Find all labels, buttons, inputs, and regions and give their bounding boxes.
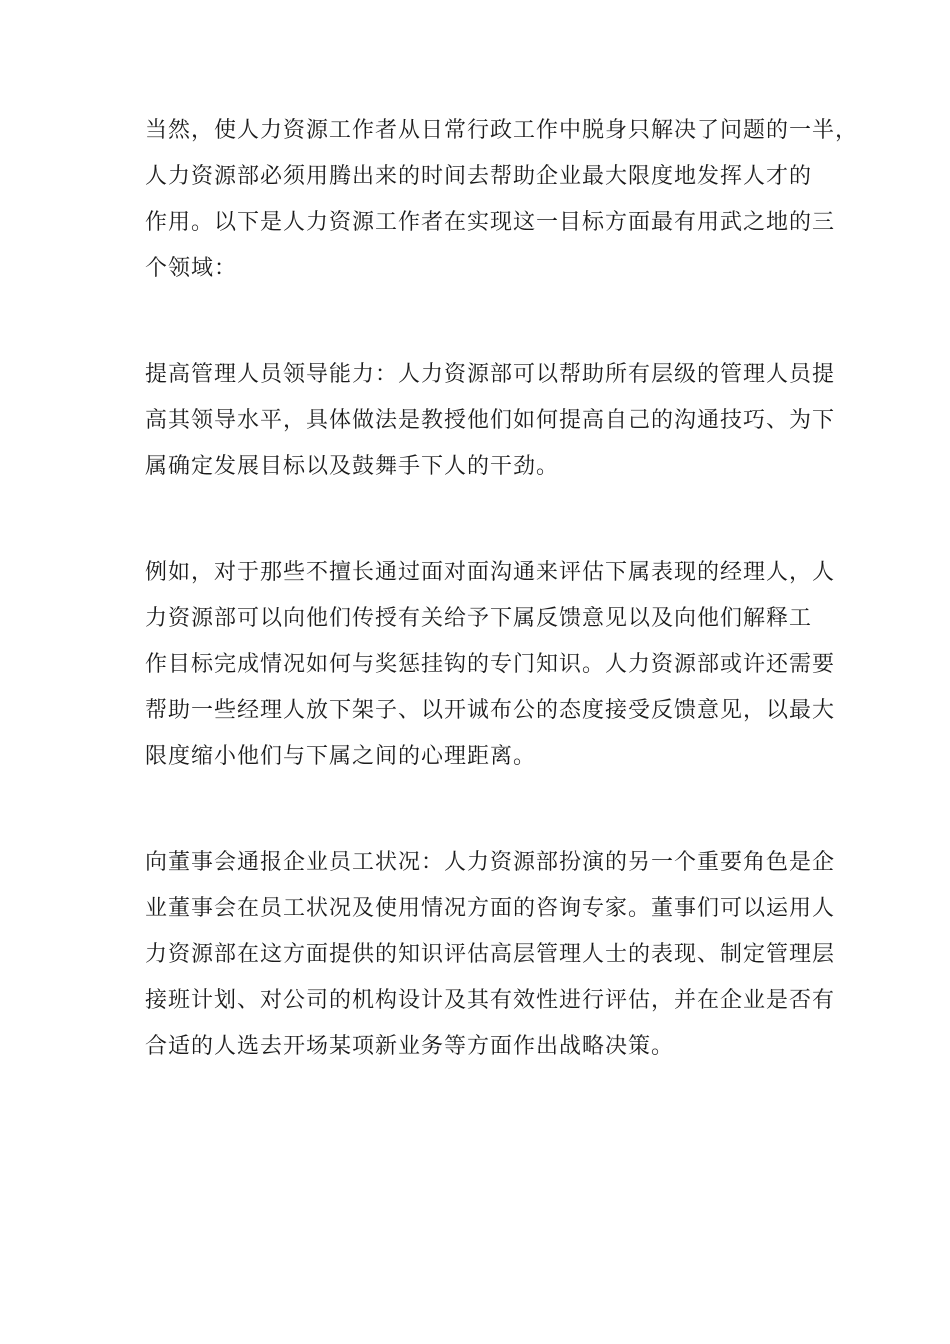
paragraph-leadership bbox=[145, 352, 836, 490]
text-line: 当然，使人力资源工作者从日常行政工作中脱身只解决了问题的一半， bbox=[145, 118, 859, 143]
text-line: 限度缩小他们与下属之间的心理距离。 bbox=[145, 744, 537, 769]
text-line: 合适的人选去开场某项新业务等方面作出战略决策。 bbox=[145, 1034, 675, 1059]
paragraph-board bbox=[145, 840, 836, 1070]
text-line: 高其领导水平，具体做法是教授他们如何提高自己的沟通技巧、为下 bbox=[145, 408, 836, 433]
text-line: 向董事会通报企业员工状况：人力资源部扮演的另一个重要角色是企 bbox=[145, 850, 836, 875]
text-line: 人力资源部必须用腾出来的时间去帮助企业最大限度地发挥人才的 bbox=[145, 164, 813, 189]
text-line: 力资源部在这方面提供的知识评估高层管理人士的表现、制定管理层 bbox=[145, 942, 836, 967]
text-line: 作目标完成情况如何与奖惩挂钩的专门知识。人力资源部或许还需要 bbox=[145, 652, 836, 677]
text-line: 帮助一些经理人放下架子、以开诚布公的态度接受反馈意见，以最大 bbox=[145, 698, 836, 723]
text-line: 提高管理人员领导能力：人力资源部可以帮助所有层级的管理人员提 bbox=[145, 362, 836, 387]
text-line: 业董事会在员工状况及使用情况方面的咨询专家。董事们可以运用人 bbox=[145, 896, 836, 921]
text-line: 例如，对于那些不擅长通过面对面沟通来评估下属表现的经理人，人 bbox=[145, 560, 836, 585]
document-body bbox=[145, 108, 859, 1070]
text-line: 作用。以下是人力资源工作者在实现这一目标方面最有用武之地的三 bbox=[145, 210, 836, 235]
text-line: 个领域： bbox=[145, 256, 238, 281]
text-line: 属确定发展目标以及鼓舞手下人的干劲。 bbox=[145, 454, 560, 479]
paragraph-intro bbox=[145, 108, 859, 292]
text-line: 接班计划、对公司的机构设计及其有效性进行评估，并在企业是否有 bbox=[145, 988, 836, 1013]
paragraph-example bbox=[145, 550, 836, 780]
text-line: 力资源部可以向他们传授有关给予下属反馈意见以及向他们解释工 bbox=[145, 606, 813, 631]
